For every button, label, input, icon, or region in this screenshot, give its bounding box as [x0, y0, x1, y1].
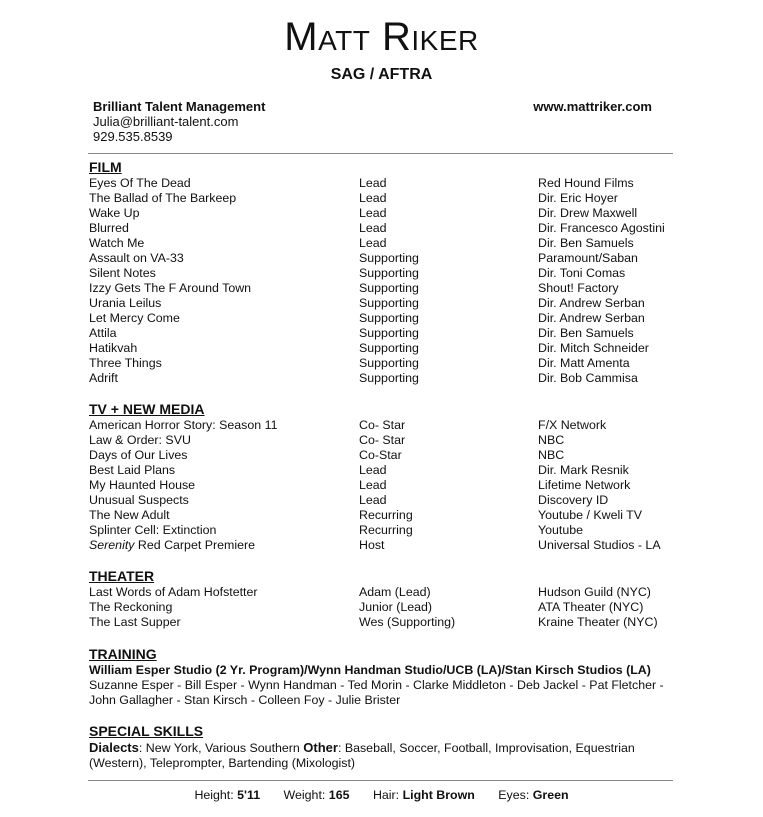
credit-role: Supporting	[359, 356, 419, 370]
height-value: 5'11	[237, 788, 261, 802]
credit-title: Assault on VA-33	[89, 251, 184, 265]
skills-text	[89, 740, 679, 771]
other-label: Other	[303, 740, 338, 755]
credit-title: Best Laid Plans	[89, 463, 176, 477]
union-affiliation: SAG / AFTRA	[330, 66, 433, 83]
credit-title: Eyes Of The Dead	[89, 176, 191, 190]
credit-role: Co- Star	[359, 433, 406, 447]
credit-company: F/X Network	[538, 418, 607, 432]
training-section	[89, 646, 679, 708]
physical-stats	[0, 788, 763, 803]
credit-company: Dir. Toni Comas	[538, 266, 626, 280]
credit-title: My Haunted House	[89, 478, 196, 492]
credit-role: Co-Star	[359, 448, 402, 462]
credit-role: Co- Star	[359, 418, 406, 432]
dialects-value: : New York, Various Southern	[138, 741, 304, 755]
credit-row	[89, 448, 679, 463]
credit-company: Dir. Eric Hoyer	[538, 191, 618, 205]
credit-company: Dir. Andrew Serban	[538, 296, 645, 310]
other-value: : Baseball, Soccer, Football, Improvisation, Equestrian (Western), Teleprompter, Bartending (Mixologist)	[89, 741, 635, 770]
credit-row	[89, 221, 679, 236]
credit-row	[89, 538, 679, 553]
credit-row	[89, 585, 679, 600]
credit-title: American Horror Story: Season 11	[89, 418, 278, 432]
credit-role: Host	[359, 538, 385, 552]
weight-label: Weight:	[283, 788, 326, 802]
credit-company: Dir. Bob Cammisa	[538, 371, 638, 385]
agency-email[interactable]: Julia@brilliant-talent.com	[93, 114, 239, 129]
hair-value: Light Brown	[402, 788, 475, 802]
credit-title-italic: Serenity	[89, 538, 135, 552]
credit-company: Paramount/Saban	[538, 251, 638, 265]
eyes-value: Green	[532, 788, 569, 802]
credit-title: Wake Up	[89, 206, 140, 220]
credit-title: Splinter Cell: Extinction	[89, 523, 217, 537]
divider-bottom	[88, 780, 673, 781]
credit-row	[89, 251, 679, 266]
credit-row	[89, 615, 679, 630]
credit-row	[89, 463, 679, 478]
credit-title	[89, 538, 255, 553]
credit-company: Youtube / Kweli TV	[538, 508, 643, 522]
credit-role: Supporting	[359, 281, 419, 295]
eyes-label: Eyes:	[498, 788, 530, 802]
credit-row	[89, 236, 679, 251]
credit-company: Dir. Mitch Schneider	[538, 341, 649, 355]
credit-row	[89, 508, 679, 523]
tv-section	[89, 401, 679, 553]
credit-row	[89, 523, 679, 538]
credit-role: Supporting	[359, 371, 419, 385]
credit-title: The Last Supper	[89, 615, 181, 629]
stat-eyes	[498, 788, 568, 802]
skills-title: SPECIAL SKILLS	[89, 723, 204, 739]
credit-company: Dir. Matt Amenta	[538, 356, 630, 370]
credit-role: Recurring	[359, 523, 413, 537]
credit-row	[89, 311, 679, 326]
stat-hair	[373, 788, 475, 802]
credit-company: Red Hound Films	[538, 176, 634, 190]
credit-title: The New Adult	[89, 508, 170, 522]
stat-height	[194, 788, 260, 802]
credit-row	[89, 478, 679, 493]
credit-row	[89, 371, 679, 386]
credit-company: Dir. Ben Samuels	[538, 236, 634, 250]
training-title: TRAINING	[89, 646, 157, 662]
credit-title: Law & Order: SVU	[89, 433, 191, 447]
credit-role: Supporting	[359, 251, 419, 265]
credit-title: Hatikvah	[89, 341, 138, 355]
credit-title: Days of Our Lives	[89, 448, 188, 462]
credit-role: Lead	[359, 478, 387, 492]
website-link[interactable]: www.mattriker.com	[533, 99, 652, 114]
credit-row	[89, 191, 679, 206]
skills-section	[89, 723, 679, 771]
credit-title: Let Mercy Come	[89, 311, 180, 325]
credit-row	[89, 326, 679, 341]
credit-row	[89, 296, 679, 311]
credit-title: Urania Leilus	[89, 296, 162, 310]
credit-title: The Reckoning	[89, 600, 173, 614]
credit-role: Lead	[359, 221, 387, 235]
tv-title: TV + NEW MEDIA	[89, 401, 205, 417]
credit-row	[89, 176, 679, 191]
credit-role: Lead	[359, 236, 387, 250]
weight-value: 165	[328, 788, 350, 802]
credit-title: Unusual Suspects	[89, 493, 189, 507]
film-section	[89, 159, 679, 386]
credit-company: Dir. Mark Resnik	[538, 463, 629, 477]
credit-title: Three Things	[89, 356, 162, 370]
credit-title: The Ballad of The Barkeep	[89, 191, 237, 205]
credit-role: Lead	[359, 206, 387, 220]
dialects-label: Dialects	[89, 740, 139, 755]
actor-name: Matt Riker	[284, 15, 479, 59]
credit-row	[89, 493, 679, 508]
credit-company: Youtube	[538, 523, 584, 537]
credit-title: Adrift	[89, 371, 118, 385]
agency-phone[interactable]: 929.535.8539	[93, 129, 173, 144]
credit-title: Attila	[89, 326, 117, 340]
credit-title: Watch Me	[89, 236, 145, 250]
credit-company: Hudson Guild (NYC)	[538, 585, 651, 599]
credit-company: Dir. Drew Maxwell	[538, 206, 638, 220]
hair-label: Hair:	[372, 788, 400, 802]
credit-role: Lead	[359, 463, 387, 477]
credit-row	[89, 266, 679, 281]
credit-role: Supporting	[359, 266, 419, 280]
credit-role: Lead	[359, 191, 387, 205]
credit-role: Recurring	[359, 508, 413, 522]
credit-company: ATA Theater (NYC)	[538, 600, 644, 614]
height-label: Height:	[194, 788, 234, 802]
credit-company: Dir. Andrew Serban	[538, 311, 645, 325]
theater-title: THEATER	[89, 568, 155, 584]
tv-credits	[89, 418, 679, 538]
credit-row	[89, 418, 679, 433]
credit-company: Kraine Theater (NYC)	[538, 615, 658, 629]
credit-row	[89, 433, 679, 448]
agency-name: Brilliant Talent Management	[93, 99, 266, 114]
credit-title-rest: Red Carpet Premiere	[134, 538, 255, 552]
credit-company: Dir. Francesco Agostini	[538, 221, 665, 235]
credit-title: Last Words of Adam Hofstetter	[89, 585, 258, 599]
credit-company: Lifetime Network	[538, 478, 631, 492]
credit-company: Shout! Factory	[538, 281, 619, 295]
credit-company: NBC	[538, 433, 565, 447]
credit-company: Dir. Ben Samuels	[538, 326, 634, 340]
credit-row	[89, 356, 679, 371]
credit-role: Supporting	[359, 341, 419, 355]
credit-row	[89, 341, 679, 356]
credit-company: Universal Studios - LA	[538, 538, 661, 552]
credit-role: Junior (Lead)	[359, 600, 433, 614]
credit-role: Supporting	[359, 296, 419, 310]
credit-title: Silent Notes	[89, 266, 156, 280]
film-credits	[89, 176, 679, 386]
credit-role: Supporting	[359, 326, 419, 340]
stat-weight	[284, 788, 350, 802]
training-teachers: Suzanne Esper - Bill Esper - Wynn Handman - Ted Morin - Clarke Middleton - Deb Jackel - Pat Fletcher - John Gallagher - Stan Kirsch - Colleen Foy - Julie Brister	[89, 678, 664, 707]
agency-contact	[93, 99, 265, 144]
training-schools: William Esper Studio (2 Yr. Program)/Wynn Handman Studio/UCB (LA)/Stan Kirsch Studios (LA)	[89, 663, 651, 677]
film-title: FILM	[89, 159, 122, 175]
divider-top	[88, 153, 673, 154]
credit-role: Wes (Supporting)	[359, 615, 456, 629]
credit-role: Supporting	[359, 311, 419, 325]
credit-company: NBC	[538, 448, 565, 462]
credit-row	[89, 206, 679, 221]
credit-title: Izzy Gets The F Around Town	[89, 281, 252, 295]
theater-credits	[89, 585, 679, 630]
credit-role: Lead	[359, 493, 387, 507]
credit-company: Discovery ID	[538, 493, 609, 507]
credit-row	[89, 281, 679, 296]
credit-role: Adam (Lead)	[359, 585, 431, 599]
theater-section	[89, 568, 679, 630]
credit-row	[89, 600, 679, 615]
credit-role: Lead	[359, 176, 387, 190]
credit-title: Blurred	[89, 221, 129, 235]
